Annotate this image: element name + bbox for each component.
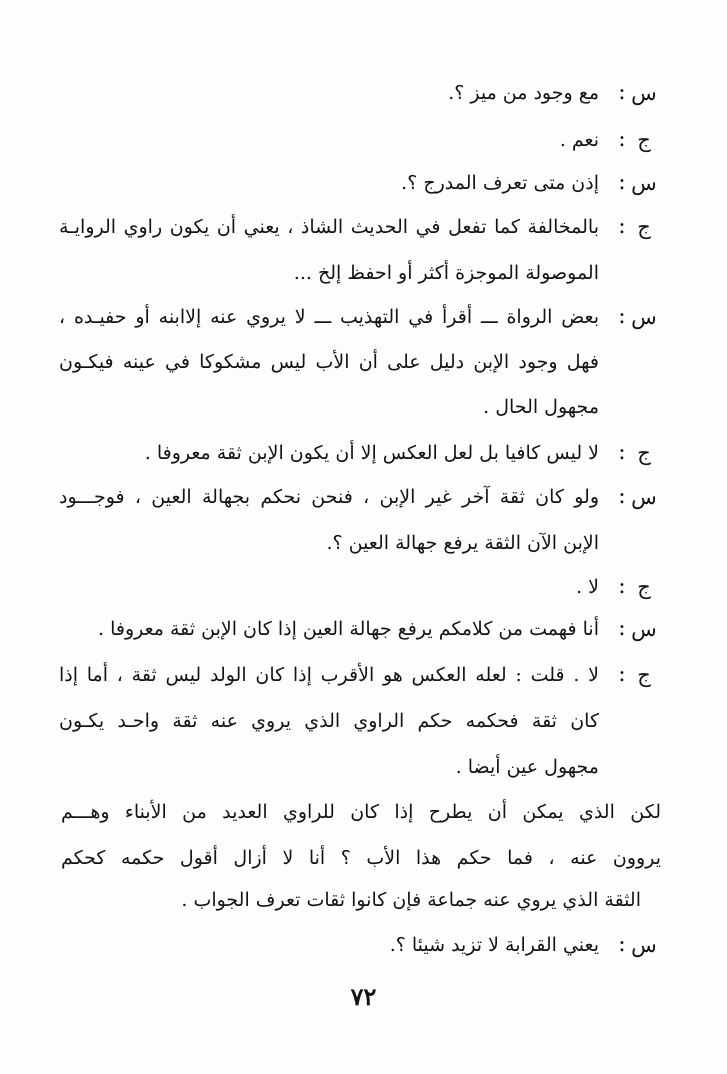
entry-text: مجهول الحال . — [483, 396, 599, 418]
entry-label: ج — [637, 128, 651, 152]
paragraph-line: يروون عنه ، فما حكم هذا الأب ؟ أنا لا أزال أقول حكمه كحكم — [61, 847, 661, 869]
colon: : — [618, 304, 626, 329]
qa-entry — [0, 614, 727, 648]
paragraph-line: لكن الذي يمكن أن يطرح إذا كان للراوي العديد من الأبناء وهـــم — [61, 801, 661, 823]
entry-text: إذن متى تعرف المدرج ؟. — [401, 172, 599, 194]
qa-entry — [0, 78, 727, 112]
paragraph-line: الثقة الذي يروي عنه جماعة فإن كانوا ثقات تعرف الجواب . — [181, 889, 641, 911]
entry-text: ولو كان ثقة آخر غير الإبن ، فنحن نحكم بجهالة العين ، فوجـــود — [59, 486, 599, 508]
colon: : — [618, 616, 626, 641]
entry-text: لا ليس كافيا بل لعل العكس إلا أن يكون الإبن ثقة معروفا . — [144, 442, 599, 464]
qa-entry — [0, 660, 727, 788]
colon: : — [618, 127, 626, 152]
entry-text: الإبن الآن الثقة يرفع جهالة العين ؟. — [326, 532, 599, 554]
colon: : — [618, 170, 626, 195]
qa-entry — [0, 482, 727, 562]
page-number: ٧٢ — [350, 982, 377, 1011]
entry-text: الموصولة الموجزة أكثر أو احفظ إلخ ... — [293, 262, 599, 284]
entry-label: س — [631, 933, 657, 957]
entry-label: س — [631, 485, 657, 509]
qa-entry — [0, 168, 727, 202]
entry-text: يعني القرابة لا تزيد شيئا ؟. — [389, 934, 599, 956]
colon: : — [618, 662, 626, 687]
entry-text: نعم . — [559, 129, 599, 151]
entry-text: لا . قلت : لعله العكس هو الأقرب إذا كان الولد ليس ثقة ، أما إذا — [59, 664, 599, 686]
entry-text: لا . — [576, 576, 599, 598]
entry-label: ج — [637, 441, 651, 465]
colon: : — [618, 484, 626, 509]
entry-text: فهل وجود الإبن دليل على أن الأب ليس مشكوكا في عينه فيكـون — [59, 351, 599, 373]
colon: : — [618, 214, 626, 239]
colon: : — [618, 932, 626, 957]
entry-text: أنا فهمت من كلامكم يرفع جهالة العين إذا كان الإبن ثقة معروفا . — [98, 618, 599, 640]
entry-text: مجهول عين أيضا . — [455, 756, 599, 778]
paragraph — [0, 797, 727, 917]
entry-text: بالمخالفة كما تفعل في الحديث الشاذ ، يعني أن يكون راوي الروايـة — [59, 216, 599, 238]
colon: : — [618, 440, 626, 465]
colon: : — [618, 80, 626, 105]
qa-entry — [0, 212, 727, 292]
qa-entry — [0, 572, 727, 606]
entry-label: ج — [637, 575, 651, 599]
entry-text: بعض الرواة ـــ أقرأ في التهذيب ـــ لا يروي عنه إلاابنه أو حفيـده ، — [59, 306, 599, 328]
entry-label: س — [631, 81, 657, 105]
qa-entry — [0, 930, 727, 964]
entry-text: كان ثقة فحكمه حكم الراوي الذي يروي عنه ثقة واحـد يكـون — [59, 710, 599, 732]
qa-entry — [0, 302, 727, 430]
entry-label: س — [631, 305, 657, 329]
qa-entry — [0, 438, 727, 472]
colon: : — [618, 574, 626, 599]
qa-entry — [0, 125, 727, 159]
entry-label: س — [631, 171, 657, 195]
entry-text: مع وجود من ميز ؟. — [448, 82, 599, 104]
entry-label: ج — [637, 663, 651, 687]
entry-label: س — [631, 617, 657, 641]
entry-label: ج — [637, 215, 651, 239]
